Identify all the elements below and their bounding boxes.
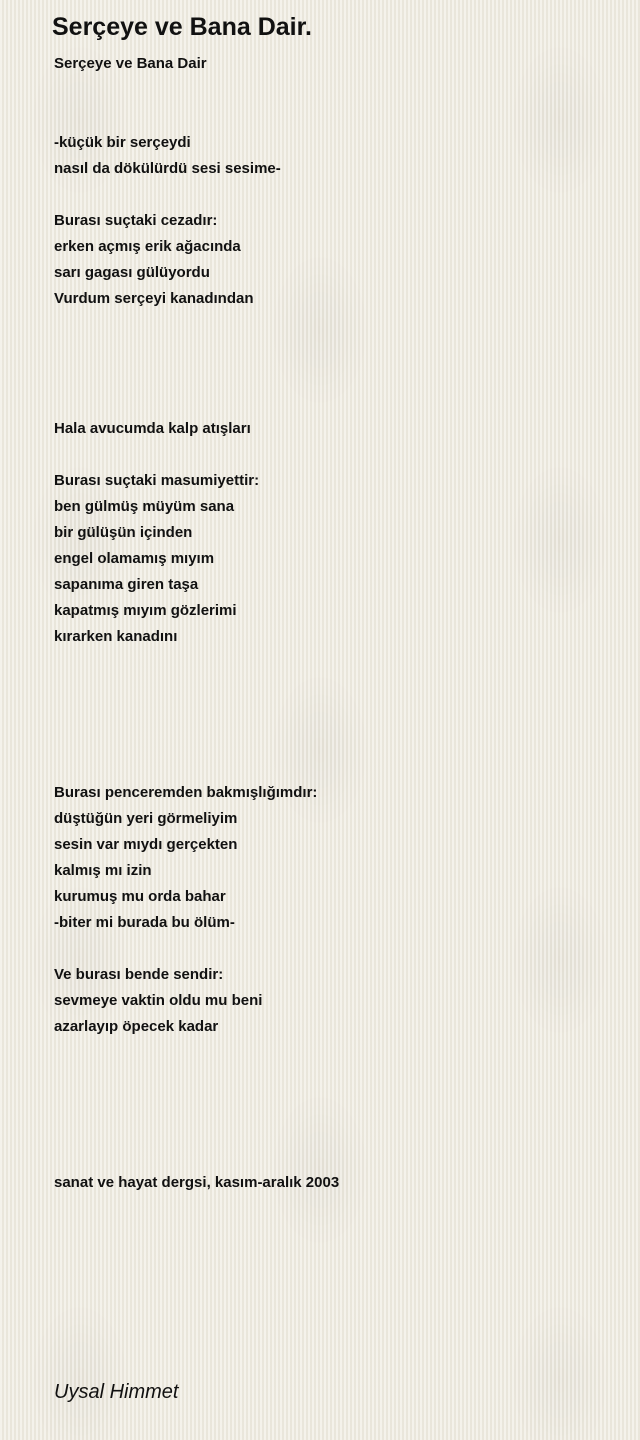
poem-subtitle: Serçeye ve Bana Dair — [54, 55, 207, 72]
author-name: Uysal Himmet — [54, 1381, 179, 1403]
poem-body: -küçük bir serçeydi nasıl da dökülürdü sesi sesime- Burası suçtaki cezadır: erken açmış erik ağacında sarı gagası gülüyordu Vurdum serçeyi kanadından Hala avucumda kalp atışları Burası suçtaki masumiyettir: ben gülmüş müyüm sana bir gülüşün içinden engel olamamış mıyım sapanıma giren taşa kapatmış mıyım gözlerimi kırarken kanadını Burası penceremden bakmışlığımdır: düştüğün yeri görmeliyim sesin var mıydı gerçekten kalmış mı izin kurumuş mu orda bahar -biter mi burada bu ölüm- Ve burası bende sendir: sevmeye vaktin oldu mu beni azarlayıp öpecek kadar sanat ve hayat dergsi, kasım-aralık 2003 — [54, 134, 340, 1191]
page-title: Serçeye ve Bana Dair. — [52, 13, 312, 41]
